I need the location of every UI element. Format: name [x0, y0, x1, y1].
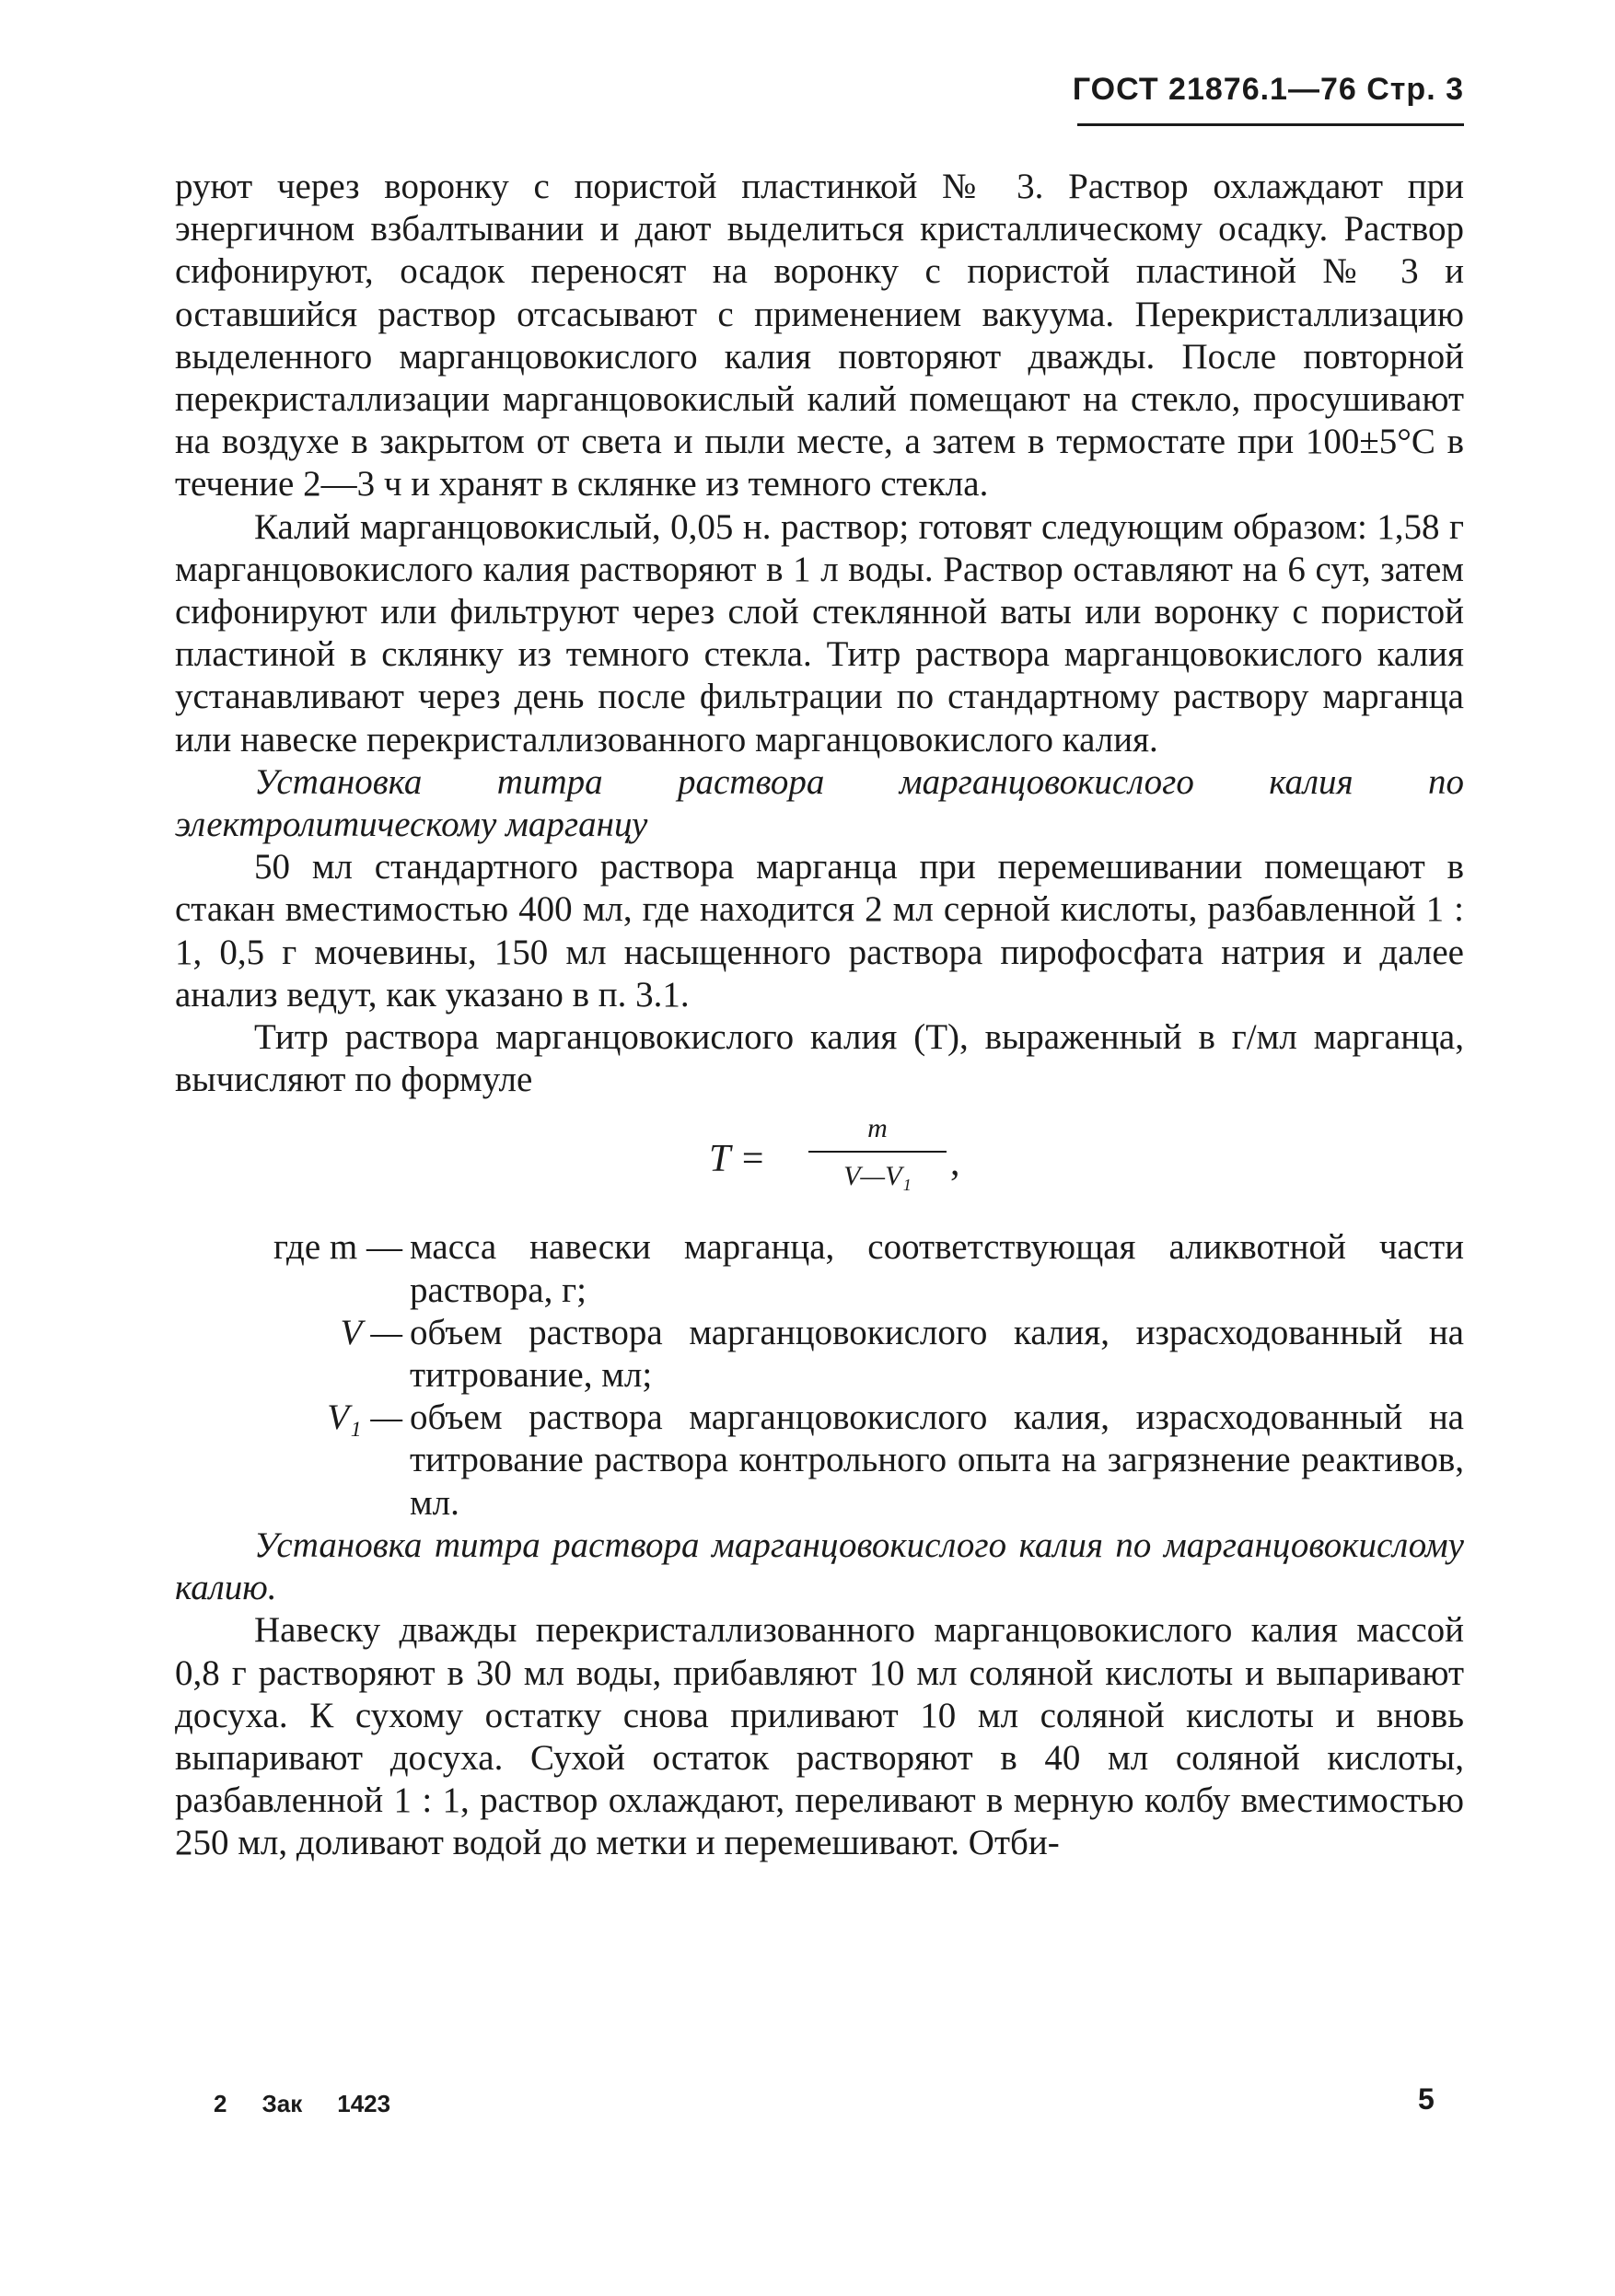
formula-numerator: m [867, 1113, 888, 1144]
legend-row [175, 1312, 1464, 1397]
footer-order-label: Зак [261, 2090, 303, 2117]
legend-description: объем раствора марганцовокислого калия, израсходованный на титрование, мл; [410, 1312, 1464, 1396]
formula-denominator: V—V₁ [843, 1161, 912, 1192]
footer-order-number: 1423 [337, 2090, 391, 2117]
formula-fraction [808, 1110, 947, 1195]
section-heading-electrolytic: Установка титра раствора марганцовокислого калия по электролитическому марганцу [175, 761, 1464, 845]
paragraph-titer-formula-intro: Титр раствора марганцовокислого калия (Т), выраженный в г/мл марганца, вычисляют по формуле [175, 1017, 1464, 1100]
legend-symbol: V — [340, 1312, 402, 1352]
legend-row [175, 1397, 1464, 1525]
paragraph-reagent-preparation: Калий марганцовокислый, 0,05 н. раствор; готовят следующим образом: 1,58 г марганцовокислого калия растворяют в 1 л воды. Раствор оставляют на 6 сут, затем сифонируют или фильтруют через слой стеклянной ваты или воронку с пористой пластиной в склянку из темного стекла. Титр раствора марганцовокислого калия устанавливают через день после фильтрации по стандартному раствору марганца или навеске перекристаллизованного марганцовокислого калия. [175, 506, 1464, 760]
legend-description: масса навески марганца, соответствующая аликвотной части раствора, г; [410, 1227, 1464, 1310]
legend-row [175, 1226, 1464, 1311]
page-header: ГОСТ 21876.1—76 Стр. 3 [1072, 72, 1464, 107]
footer-order-info [214, 2090, 425, 2118]
paragraph-titration-procedure: 50 мл стандартного раствора марганца при перемешивании помещают в стакан вместимостью 400 мл, где находится 2 мл серной кислоты, разбавленной 1 : 1, 0,5 г мочевины, 150 мл насыщенного раствора пирофосфата натрия и далее анализ ведут, как указано в п. 3.1. [175, 847, 1464, 1015]
titer-formula [175, 1110, 1464, 1221]
header-rule [1077, 123, 1464, 126]
formula-comma: , [950, 1142, 960, 1185]
legend-symbol: V₁ — [327, 1397, 402, 1438]
page-body [175, 166, 1464, 1865]
section-heading-permanganate: Установка титра раствора марганцовокислого калия по марганцовокислому калию. [175, 1525, 1464, 1608]
legend-description: объем раствора марганцовокислого калия, израсходованный на титрование раствора контрольного опыта на загрязнение реактивов, мл. [410, 1397, 1464, 1523]
footer-sheet-number: 2 [214, 2090, 227, 2117]
formula-legend [175, 1226, 1464, 1524]
paragraph-permanganate-procedure: Навеску дважды перекристаллизованного марганцовокислого калия массой 0,8 г растворяют в 30 мл воды, прибавляют 10 мл соляной кислоты и выпаривают досуха. К сухому остатку снова приливают 10 мл соляной кислоты и вновь выпаривают досуха. Сухой остаток растворяют в 40 мл соляной кислоты, разбавленной 1 : 1, раствор охлаждают, переливают в мерную колбу вместимостью 250 мл, доливают водой до метки и перемешивают. Отби- [175, 1610, 1464, 1863]
footer-page-number: 5 [1418, 2082, 1435, 2116]
formula-fraction-bar [808, 1151, 947, 1153]
paragraph-continuation: руют через воронку с пористой пластинкой № 3. Раствор охлаждают при энергичном взбалтывании и дают выделиться кристаллическому осадку. Раствор сифонируют, осадок переносят на воронку с пористой пластиной № 3 и оставшийся раствор отсасывают с применением вакуума. Перекристаллизацию выделенного марганцовокислого калия повторяют дважды. После повторной перекристаллизации марганцовокислый калий помещают на стекло, просушивают на воздухе в закрытом от света и пыли месте, а затем в термостате при 100±5°С в течение 2—3 ч и хранят в склянке из темного стекла. [175, 167, 1464, 504]
legend-symbol: где m — [273, 1227, 402, 1268]
formula-lhs: T = [709, 1138, 766, 1181]
